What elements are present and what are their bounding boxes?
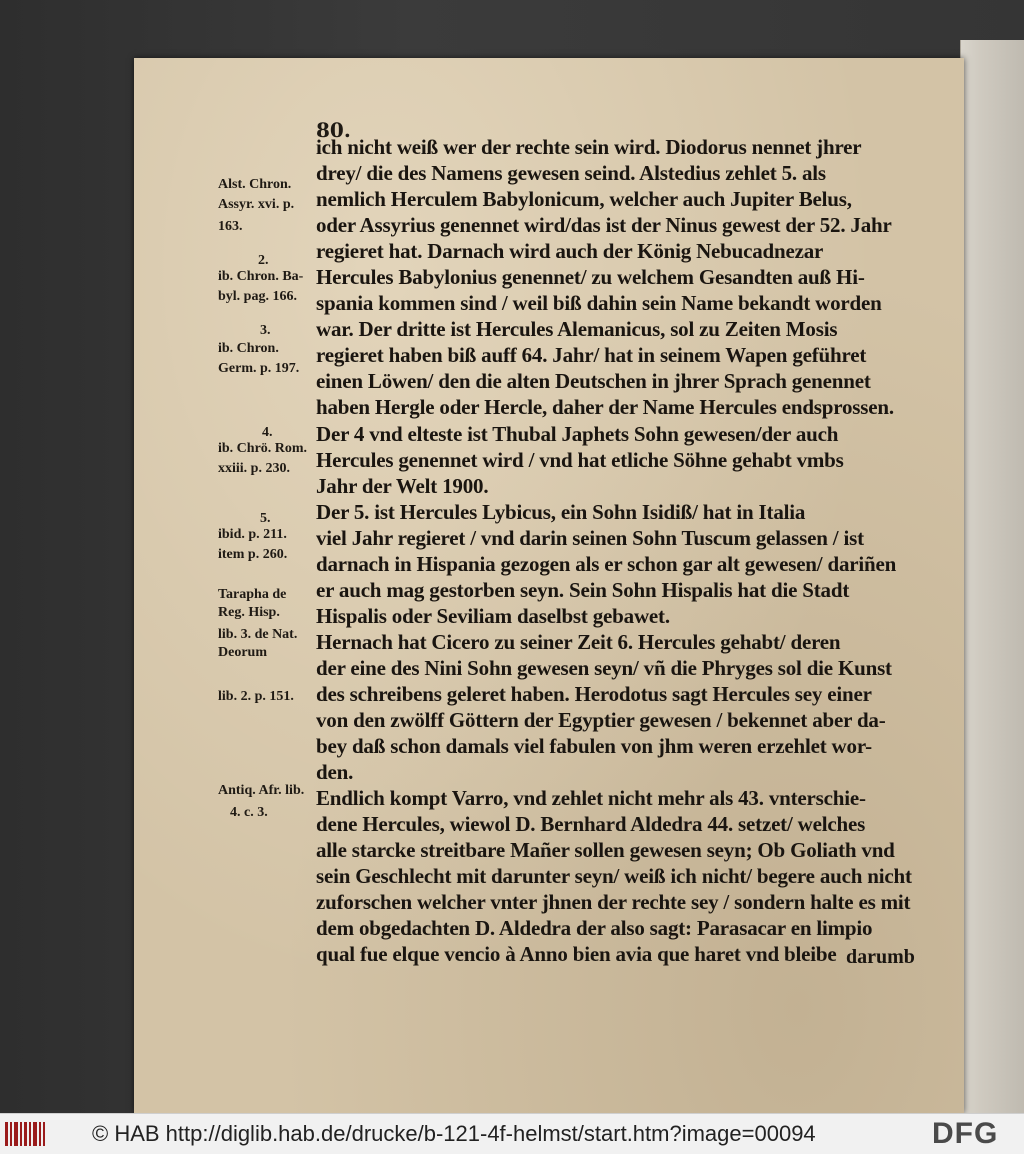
text-line: drey/ die des Namens gewesen seind. Alstedius zehlet 5. als — [316, 161, 826, 186]
margin-note: Deorum — [218, 645, 267, 660]
text-line: sein Geschlecht mit darunter seyn/ weiß ich nicht/ begere auch nicht — [316, 864, 912, 889]
hab-bars-logo-icon — [4, 1120, 46, 1148]
text-line: den. — [316, 760, 354, 785]
margin-note: xxiii. p. 230. — [218, 461, 290, 476]
text-line: der eine des Nini Sohn gewesen seyn/ vñ die Phryges sol die Kunst — [316, 655, 892, 680]
text-line: war. Der dritte ist Hercules Alemanicus, sol zu Zeiten Mosis — [316, 317, 838, 342]
page-number: 80. — [316, 118, 351, 142]
margin-note: lib. 3. de Nat. — [218, 627, 298, 642]
text-line: Der 4 vnd elteste ist Thubal Japhets Sohn gewesen/der auch — [316, 421, 839, 446]
margin-note: 4. c. 3. — [230, 805, 268, 820]
book-page — [134, 58, 964, 1113]
text-line: Hercules genennet wird / vnd hat etliche Söhne gehabt vmbs — [316, 447, 844, 472]
text-line: viel Jahr regieret / vnd darin seinen Sohn Tuscum gelassen / ist — [316, 525, 864, 550]
text-line: nemlich Herculem Babylonicum, welcher auch Jupiter Belus, — [316, 187, 852, 212]
text-line: Hernach hat Cicero zu seiner Zeit 6. Hercules gehabt/ deren — [316, 629, 841, 654]
text-line: qual fue elque vencio à Anno bien avia que haret vnd bleibe — [316, 942, 837, 967]
text-line: regieret hat. Darnach wird auch der König Nebucadnezar — [316, 239, 824, 264]
text-line: von den zwölff Göttern der Egyptier gewesen / bekennet aber da- — [316, 708, 886, 733]
text-line: Jahr der Welt 1900. — [316, 473, 489, 498]
margin-note: 3. — [260, 323, 271, 338]
text-line: oder Assyrius genennet wird/das ist der Ninus gewest der 52. Jahr — [316, 213, 892, 238]
text-line: dem obgedachten D. Aldedra der also sagt: Parasacar en limpio — [316, 916, 873, 941]
text-line: ich nicht weiß wer der rechte sein wird. Diodorus nennet jhrer — [316, 135, 862, 159]
text-line: regieret haben biß auff 64. Jahr/ hat in seinem Wapen geführet — [316, 343, 867, 368]
text-line: Der 5. ist Hercules Lybicus, ein Sohn Isidiß/ hat in Italia — [316, 499, 806, 524]
text-line: alle starcke streitbare Mañer sollen gewesen seyn; Ob Goliath vnd — [316, 838, 895, 863]
margin-note: Alst. Chron. — [218, 177, 292, 192]
margin-note: 4. — [262, 425, 273, 440]
text-line: dene Hercules, wiewol D. Bernhard Aldedra 44. setzet/ welches — [316, 812, 866, 837]
margin-note: Germ. p. 197. — [218, 361, 300, 376]
margin-note: ib. Chrö. Rom. — [218, 441, 308, 456]
text-line: darnach in Hispania gezogen als er schon gar alt gewesen/ dariñen — [316, 551, 897, 576]
catchword: darumb — [846, 946, 915, 968]
text-line: spania kommen sind / weil biß dahin sein Name bekandt worden — [316, 291, 882, 316]
page-body-text — [316, 134, 916, 968]
text-line: des schreibens geleret haben. Herodotus sagt Hercules sey einer — [316, 681, 872, 706]
margin-note: ib. Chron. — [218, 341, 279, 356]
margin-note: lib. 2. p. 151. — [218, 689, 294, 704]
dfg-logo: DFG — [932, 1117, 999, 1150]
text-line: einen Löwen/ den die alten Deutschen in jhrer Sprach genennet — [316, 369, 871, 394]
text-line: bey daß schon damals viel fabulen von jhm weren erzehlet wor- — [316, 734, 872, 759]
text-line: Hispalis oder Seviliam daselbst gebawet. — [316, 603, 670, 628]
book-page-edge — [960, 40, 1024, 1113]
copyright-url-text: © HAB http://diglib.hab.de/drucke/b-121-4f-helmst/start.htm?image=00094 — [92, 1121, 816, 1146]
margin-note: Assyr. xvi. p. — [218, 197, 295, 212]
margin-note: ibid. p. 211. — [218, 527, 287, 542]
text-line: Hercules Babylonius genennet/ zu welchem Gesandten auß Hi- — [316, 265, 865, 290]
margin-note: 163. — [218, 219, 243, 234]
margin-note: Reg. Hisp. — [218, 605, 280, 620]
margin-note: 2. — [258, 253, 269, 268]
text-line: zuforschen welcher vnter jhnen der rechte sey / sondern halte es mit — [316, 890, 911, 915]
margin-note: ib. Chron. Ba- — [218, 269, 304, 284]
text-line: er auch mag gestorben seyn. Sein Sohn Hispalis hat die Stadt — [316, 577, 850, 602]
margin-note: Tarapha de — [218, 587, 287, 602]
margin-note: item p. 260. — [218, 547, 288, 562]
margin-note: Antiq. Afr. lib. — [218, 783, 305, 798]
footer-bar — [0, 1113, 1024, 1154]
margin-note: byl. pag. 166. — [218, 289, 297, 304]
margin-note: 5. — [260, 511, 271, 526]
text-line: Endlich kompt Varro, vnd zehlet nicht mehr als 43. vnterschie- — [316, 786, 866, 811]
text-line: haben Hergle oder Hercle, daher der Name Hercules endsprossen. — [316, 395, 894, 420]
